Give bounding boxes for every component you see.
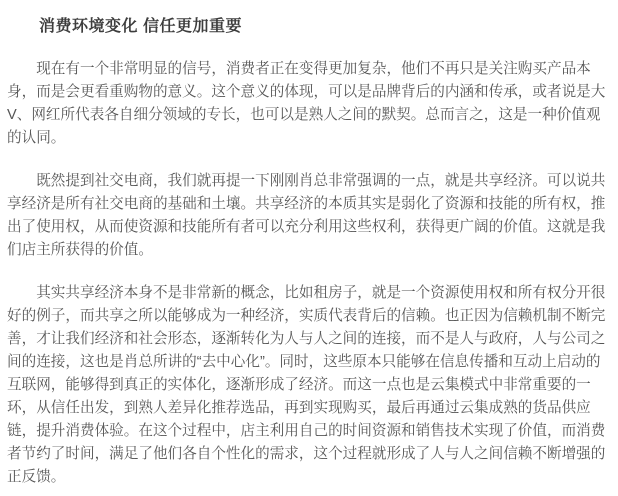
article-paragraph-3: 其实共享经济本身不是非常新的概念，比如租房子，就是一个资源使用权和所有权分开很好的例子，而共享之所以能够成为一种经济，实质代表背后的信赖。也正因为信赖机制不断完善，才让我们经济和社会形态，逐渐转化为人与人之间的连接，而不是人与政府，人与公司之间的连接，这也是肖总所讲的“去中心化”。同时，这些原本只能够在信息传播和互动上启动的互联网，能够得到真正的实体化，逐渐形成了经济。而这一点也是云集模式中非常重要的一环，从信任出发，到熟人差异化推荐选品，再到实现购买，最后再通过云集成熟的货品供应链，提升消费体验。在这个过程中，店主利用自己的时间资源和销售技术实现了价值，而消费者节约了时间，满足了他们各自个性化的需求，这个过程就形成了人与人之间信赖不断增强的正反馈。 — [7, 285, 606, 485]
article-paragraph-1: 现在有一个非常明显的信号，消费者正在变得更加复杂，他们不再只是关注购买产品本身，而是会更看重购物的意义。这个意义的体现，可以是品牌背后的内涵和传承，或者说是大V、网红所代表各自细分领域的专长，也可以是熟人之间的默契。总而言之，这是一种价值观的认同。 — [7, 61, 606, 146]
article-paragraph-2: 既然提到社交电商，我们就再提一下刚刚肖总非常强调的一点，就是共享经济。可以说共享经济是所有社交电商的基础和土壤。共享经济的本质其实是弱化了资源和技能的所有权，推出了使用权，从而使资源和技能所有者可以充分利用这些权利，获得更广阔的价值。这就是我们店主所获得的价值。 — [7, 173, 606, 258]
article-title: 消费环境变化 信任更加重要 — [39, 18, 242, 35]
